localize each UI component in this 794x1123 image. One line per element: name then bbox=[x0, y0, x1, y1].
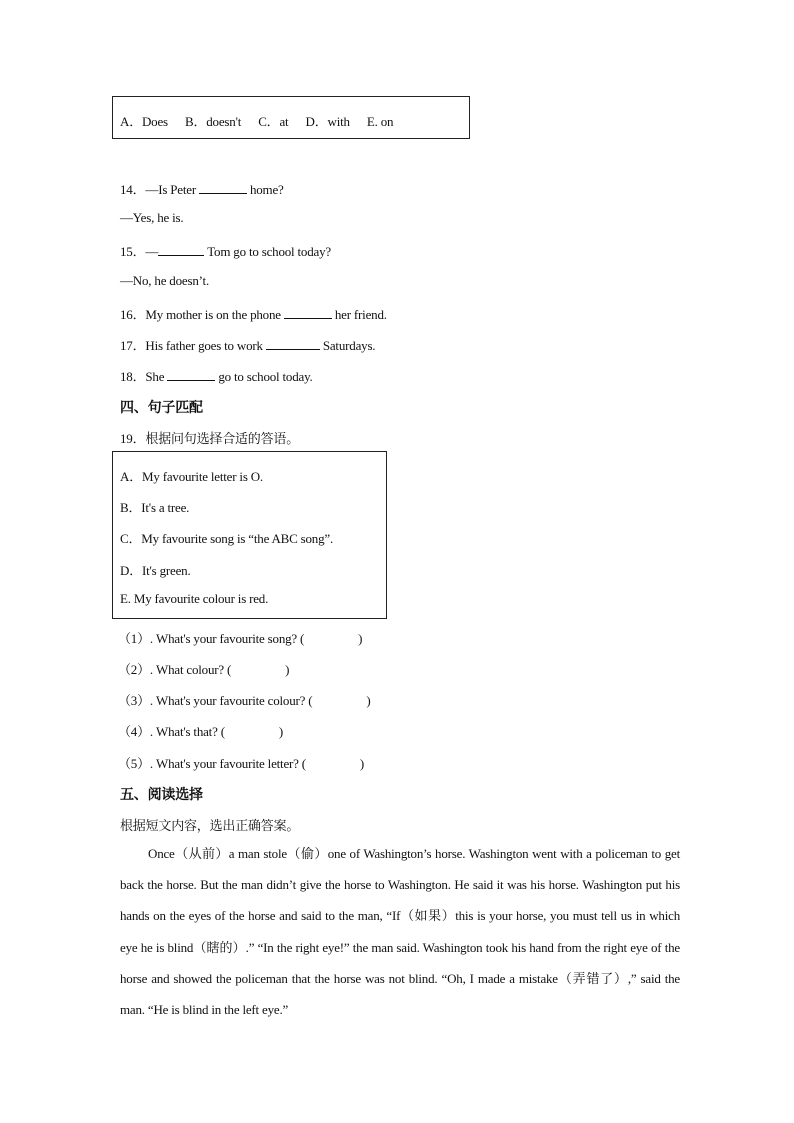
q16-post: her friend. bbox=[334, 307, 387, 322]
q19-instruction: 19．根据问句选择合适的答语。 bbox=[120, 431, 300, 446]
section5-title: 五、阅读选择 bbox=[120, 788, 203, 803]
question-14 bbox=[120, 179, 284, 198]
match-option-b: B．It's a tree. bbox=[120, 500, 190, 515]
mq5-close: ) bbox=[359, 756, 365, 771]
mq2-close: ) bbox=[285, 662, 290, 677]
answer-14 bbox=[120, 210, 183, 226]
mq3-label: （3）. What's your favourite colour? ( bbox=[118, 693, 313, 708]
section4-title: 四、句子匹配 bbox=[120, 401, 203, 416]
mq1-close: ) bbox=[358, 631, 363, 646]
q18-text: 18．She bbox=[120, 369, 165, 384]
match-option-a: A．My favourite letter is O. bbox=[120, 469, 263, 484]
question-18 bbox=[120, 366, 313, 385]
a15-text: —No, he doesn’t. bbox=[120, 273, 209, 288]
q16-text: 16．My mother is on the phone bbox=[120, 307, 281, 322]
mq1-label: （1）. What's your favourite song? ( bbox=[118, 631, 305, 646]
mq4-close: ) bbox=[278, 724, 283, 739]
q15-post: Tom go to school today? bbox=[207, 244, 331, 259]
match-question-2 bbox=[118, 659, 289, 678]
reading-instruction: 根据短文内容，选出正确答案。 bbox=[120, 818, 300, 833]
match-option-e: E. My favourite colour is red. bbox=[120, 591, 269, 606]
mq2-label: （2）. What colour? ( bbox=[118, 662, 232, 677]
question-16 bbox=[120, 304, 387, 323]
option-d: D．with bbox=[305, 114, 350, 129]
mq4-label: （4）. What's that? ( bbox=[118, 724, 225, 739]
q14-text: 14．—Is Peter bbox=[120, 182, 196, 197]
match-question-4 bbox=[118, 721, 283, 740]
q17-post: Saturdays. bbox=[322, 338, 376, 353]
option-b: B．doesn't bbox=[184, 114, 242, 129]
option-c: C．at bbox=[258, 114, 289, 129]
a14-text: —Yes, he is. bbox=[120, 210, 184, 225]
q15-blank[interactable] bbox=[158, 245, 204, 256]
options-row bbox=[120, 111, 407, 130]
q14-post: home? bbox=[249, 182, 284, 197]
q17-text: 17．His father goes to work bbox=[120, 338, 263, 353]
question-15 bbox=[120, 241, 331, 260]
mq5-label: （5）. What's your favourite letter? ( bbox=[118, 756, 306, 771]
q17-blank[interactable] bbox=[266, 339, 320, 350]
q16-blank[interactable] bbox=[284, 308, 332, 319]
reading-passage: Once（从前）a man stole（偷）one of Washington’s horse. Washington went with a policeman to get back the horse. But the man didn’t give the horse to Washington. He said it was his horse. Washington put his hands on the eyes of the horse and said to the man, “If（如果）this is your horse, you must tell us in which eye he is blind（瞎的）.” “In the right eye!” the man said. Washington took his hand from the right eye of the horse and showed the policeman that the horse was not blind. “Oh, I made a mistake（弄错了）,” said the man. “He is blind in the left eye.” bbox=[120, 846, 680, 1018]
q18-blank[interactable] bbox=[167, 370, 215, 381]
option-a: A．Does bbox=[120, 114, 168, 129]
match-question-3 bbox=[118, 690, 371, 709]
option-e: E. on bbox=[366, 114, 394, 129]
match-question-1 bbox=[118, 628, 362, 647]
match-option-d: D．It's green. bbox=[120, 563, 191, 578]
q14-blank[interactable] bbox=[199, 183, 247, 194]
answer-15 bbox=[120, 273, 209, 289]
match-option-c: C．My favourite song is “the ABC song”. bbox=[120, 531, 334, 546]
q18-post: go to school today. bbox=[218, 369, 313, 384]
q15-text: 15．— bbox=[120, 244, 159, 259]
question-17 bbox=[120, 335, 375, 354]
match-question-5 bbox=[118, 753, 364, 772]
mq3-close: ) bbox=[366, 693, 371, 708]
